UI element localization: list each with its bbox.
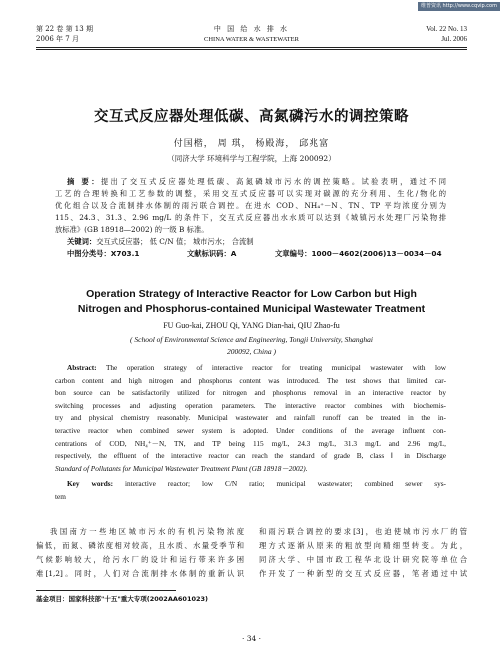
abstract-en-line: Standard of Pollutants for Municipal Wastewater Treatment Plant (GB 18918－2002). xyxy=(55,463,308,473)
page-number: · 34 · xyxy=(241,634,262,643)
abstract-en-line: switching processes and adjusting operation parameters. The interactive reactor combines with biochemis- xyxy=(55,400,446,410)
paper-title-zh: 交互式反应器处理低碳、高氮磷污水的调控策略 xyxy=(94,108,409,125)
body-line: 气候影响较大，给污水厂的设计和运行带来许多困 xyxy=(36,555,244,564)
abstract-en-line: centrations of COD, NH₄⁺－N, TN, and TP being 115 mg/L, 24.3 mg/L, 31.3 mg/L and 2.96 mg/L, xyxy=(55,438,446,448)
keywords-en-tail: tem xyxy=(55,491,66,501)
keywords-en: interactive reactor; low C/N ratio; municipal wastewater; combined sewer sys- xyxy=(125,479,446,489)
header-rule-2 xyxy=(36,49,467,50)
title-en-line: Operation Strategy of Interactive Reactor for Low Carbon but High xyxy=(86,288,417,300)
abstract-line: 优化组合以及合流制排水体制的雨污联合调控。在进水 COD、NH₄⁺－N、TN、TP 平均浓度分别为 xyxy=(55,201,446,210)
abstract-label-en: Abstract: xyxy=(67,363,97,372)
body-right-column xyxy=(259,525,467,581)
abstract-en xyxy=(55,362,446,504)
body-line: 难[1,2]。同时，人们对合流制排水体制的重新认识 xyxy=(36,569,244,578)
affiliation-zh: （同济大学 环境科学与工程学院，上海 200092） xyxy=(167,154,336,163)
title-en-line: Nitrogen and Phosphorus-contained Municipal Wastewater Treatment xyxy=(77,303,426,315)
abstract-en-line: carbon content and high nitrogen and phosphorus content was introduced. The test shows that limited car- xyxy=(55,375,446,385)
abstract-en-line: The operation strategy of interactive reactor for treating municipal wastewater with low xyxy=(105,363,446,372)
body-line: 理方式逐渐从原来的粗放型向精细型转变。为此， xyxy=(259,541,467,550)
document-code: 文献标识码：A xyxy=(187,249,237,258)
body-line: 同济大学、中国市政工程华北设计研究院等单位合 xyxy=(259,555,467,564)
abstract-label-zh: 摘 要： xyxy=(67,177,101,186)
abstract-line: 放标准》(GB 18918—2002) 的一级 B 标准。 xyxy=(55,225,209,234)
abstract-en-line: teractive reactor when combined sewer system is adopted. Under conditions of the average influent con- xyxy=(55,425,446,435)
watermark: 维普资讯 http://www.cqvip.com xyxy=(418,2,500,11)
footnote-rule xyxy=(36,590,176,591)
journal-date-en: Jul. 2006 xyxy=(441,35,467,43)
abstract-line: 工艺的合理转换和工艺参数的调整，采用交互式反应器可以实现对碳源的充分利用、生化/物化的 xyxy=(55,189,446,198)
article-number: 文章编号：1000－4602(2006)13－0034－04 xyxy=(275,249,442,258)
keywords-label-zh: 关键词： xyxy=(67,237,97,246)
journal-name-zh: 中 国 给 水 排 水 xyxy=(213,25,290,33)
affiliation-en: ( School of Environmental Science and Engineering, Tongji University, Shanghai xyxy=(130,335,373,344)
abstract-zh xyxy=(55,176,446,260)
affiliation-en-2: 200092, China ) xyxy=(227,347,276,356)
keywords-zh: 交互式反应器； 低 C/N 值； 城市污水； 合流制 xyxy=(96,237,254,246)
journal-volume-en: Vol. 22 No. 13 xyxy=(426,25,467,33)
keywords-label-en: Key words: xyxy=(67,479,114,489)
body-line: 我国南方一些地区城市污水的有机污染物浓度 xyxy=(50,527,244,536)
abstract-line: 115、24.3、31.3、2.96 mg/L 的条件下，交互式反应器出水水质可以达到《城镇污水处理厂污染物排 xyxy=(55,213,446,222)
funding-note: 基金项目：国家科技部"十五"重大专项(2002AA601023) xyxy=(36,595,209,603)
clc-number: 中图分类号：X703.1 xyxy=(67,249,140,258)
body-left-column xyxy=(36,525,244,581)
abstract-line: 提出了交互式反应器处理低碳、高氮磷城市污水的调控策略。试验表明，通过不同 xyxy=(100,177,446,186)
authors-zh: 付国楷， 周 琪， 杨殿海， 邱兆富 xyxy=(173,139,330,149)
body-line: 和雨污联合调控的要求[3]，也迫使城市污水厂的管 xyxy=(259,527,467,536)
abstract-en-line: bon source can be satisfactorily utilized for nitrogen and phosphorus removal in an interactive reactor by xyxy=(55,388,446,398)
body-line: 作开发了一种新型的交互式反应器，笔者通过中试 xyxy=(259,569,467,578)
journal-date: 2006 年 7 月 xyxy=(36,35,79,43)
body-line: 偏低，而氮、磷浓度相对较高，且水质、水量受季节和 xyxy=(36,541,244,550)
authors-en: FU Guo-kai, ZHOU Qi, YANG Dian-hai, QIU Zhao-fu xyxy=(163,321,340,330)
abstract-en-line: try and physical chemistry reasonably. Municipal wastewater and rainfall runoff can be treated in the in- xyxy=(55,413,446,423)
header-rule xyxy=(36,47,467,48)
abstract-en-line: respectively, the effluent of the interactive reactor can reach the standard of grade B, class Ⅰ in Discharge xyxy=(55,451,446,461)
journal-volume: 第 22 卷 第 13 期 xyxy=(36,25,93,33)
journal-name-en: CHINA WATER & WASTEWATER xyxy=(204,36,299,43)
paper-title-en xyxy=(0,287,503,317)
